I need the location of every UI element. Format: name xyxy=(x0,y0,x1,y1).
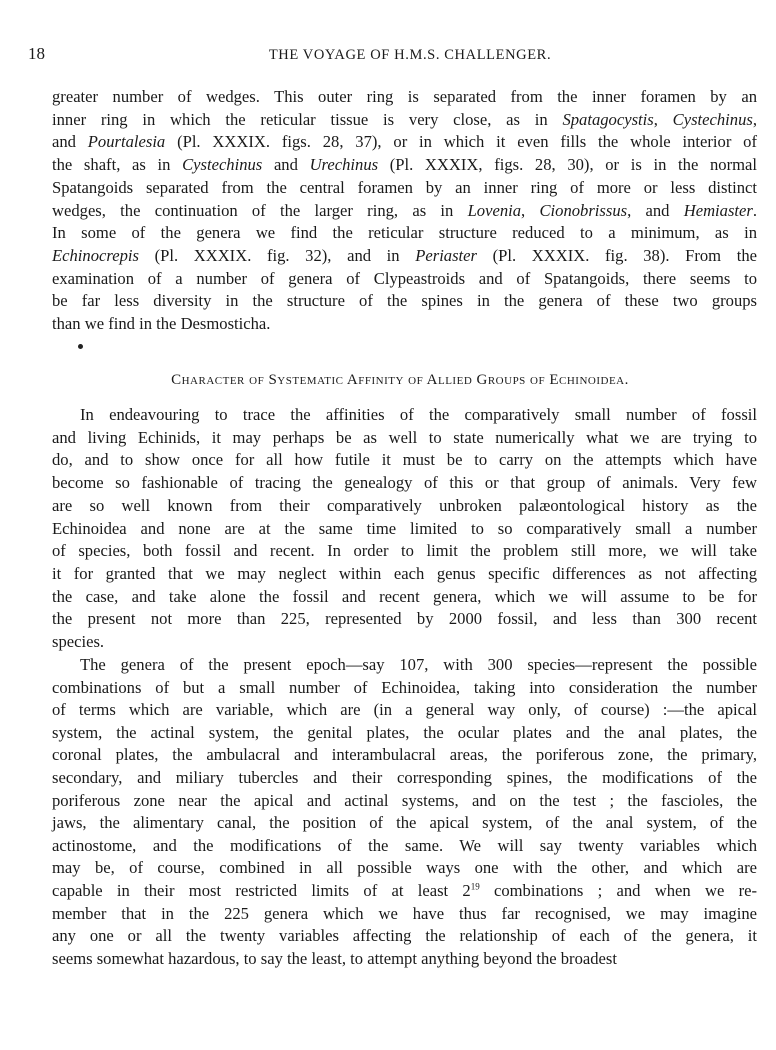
text-line xyxy=(52,291,757,311)
text-run: do, and to show once for all how futile it must be to carry on the attempts which have xyxy=(52,450,757,469)
text-run: are so well known from their comparatively unbroken palæontological history as the xyxy=(52,496,757,515)
text-run: wedges, the continuation of the larger ring, as in xyxy=(52,201,468,220)
italic-genus-name: Echinocrepis xyxy=(52,246,139,265)
text-line xyxy=(52,881,757,901)
text-run: inner ring in which the reticular tissue is very close, as in xyxy=(52,110,563,129)
text-line xyxy=(52,745,757,765)
text-line xyxy=(52,564,757,584)
text-line xyxy=(52,223,757,243)
text-run: member that in the 225 genera which we have thus far recognised, we may imagine xyxy=(52,904,757,923)
text-run: it for granted that we may neglect within each genus specific differences as not affecting xyxy=(52,564,757,583)
text-run: jaws, the alimentary canal, the position of the apical system, of the anal system, of the xyxy=(52,813,757,832)
text-run: become so fashionable of tracing the genealogy of this or that group of animals. Very few xyxy=(52,473,757,492)
text-line xyxy=(52,246,757,266)
text-run: be far less diversity in the structure of the spines in the genera of these two groups xyxy=(52,291,757,310)
text-line xyxy=(52,700,757,720)
text-run: seems somewhat hazardous, to say the least, to attempt anything beyond the broadest xyxy=(52,949,617,968)
text-run: coronal plates, the ambulacral and interambulacral areas, the poriferous zone, the primary, xyxy=(52,745,757,764)
text-line xyxy=(52,155,757,175)
text-run: , xyxy=(653,110,673,129)
text-run: poriferous zone near the apical and actinal systems, and on the test ; the fascioles, the xyxy=(52,791,757,810)
text-line xyxy=(52,496,757,516)
text-run: combinations ; and when we re- xyxy=(479,881,757,900)
text-line xyxy=(52,904,757,924)
text-run: the present not more than 225, represented by 2000 fossil, and less than 300 recent xyxy=(52,609,757,628)
text-run: The genera of the present epoch—say 107, with 300 species—represent the possible xyxy=(80,655,757,674)
text-line xyxy=(52,87,757,107)
italic-genus-name: Urechinus xyxy=(309,155,379,174)
text-run: of species, both fossil and recent. In order to limit the problem still more, we will take xyxy=(52,541,757,560)
text-line xyxy=(52,632,757,652)
text-line xyxy=(80,405,757,425)
text-line xyxy=(52,609,757,629)
text-line xyxy=(52,949,757,969)
text-line xyxy=(52,428,757,448)
text-line xyxy=(52,858,757,878)
italic-genus-name: Spatagocystis xyxy=(562,110,654,129)
text-run: . xyxy=(752,201,758,220)
stray-mark xyxy=(78,344,83,349)
text-run: species. xyxy=(52,632,105,651)
text-run: capable in their most restricted limits of at least 2 xyxy=(52,881,471,900)
text-line xyxy=(52,723,757,743)
text-run: (Pl. XXXIX. fig. 32), and in xyxy=(138,246,416,265)
text-line xyxy=(52,473,757,493)
text-run: system, the actinal system, the genital plates, the ocular plates and the anal plates, the xyxy=(52,723,757,742)
text-run: In some of the genera we find the reticular structure reduced to a minimum, as in xyxy=(52,223,757,242)
italic-genus-name: Lovenia xyxy=(467,201,522,220)
text-line xyxy=(52,791,757,811)
text-line xyxy=(52,587,757,607)
italic-genus-name: Cystechinus xyxy=(182,155,263,174)
text-run: examination of a number of genera of Clypeastroids and of Spatangoids, there seems to xyxy=(52,269,757,288)
text-run: the case, and take alone the fossil and recent genera, which we will assume to be for xyxy=(52,587,757,606)
text-line xyxy=(52,678,757,698)
text-line xyxy=(52,519,757,539)
text-run: secondary, and miliary tubercles and their corresponding spines, the modifications of the xyxy=(52,768,757,787)
text-run: and xyxy=(262,155,310,174)
text-line xyxy=(52,836,757,856)
text-run: and xyxy=(52,132,88,151)
text-line xyxy=(52,314,757,334)
text-run: may be, of course, combined in all possible ways one with the other, and which are xyxy=(52,858,757,877)
text-line xyxy=(52,768,757,788)
text-run: , xyxy=(521,201,540,220)
section-heading: Character of Systematic Affinity of Allied Groups of Echinoidea. xyxy=(171,372,629,388)
italic-genus-name: Cystechinus xyxy=(672,110,753,129)
text-run: greater number of wedges. This outer ring is separated from the inner foramen by an xyxy=(52,87,757,106)
text-line xyxy=(52,450,757,470)
text-run: In endeavouring to trace the affinities of the comparatively small number of fossil xyxy=(80,405,757,424)
italic-genus-name: Cionobrissus xyxy=(539,201,628,220)
text-run: combinations of but a small number of Echinoidea, taking into consideration the number xyxy=(52,678,757,697)
text-run: the shaft, as in xyxy=(52,155,183,174)
text-line xyxy=(52,201,757,221)
text-run: and living Echinids, it may perhaps be as well to state numerically what we are trying to xyxy=(52,428,757,447)
text-line xyxy=(52,110,757,130)
text-line xyxy=(52,132,757,152)
text-run: , and xyxy=(627,201,684,220)
running-title: THE VOYAGE OF H.M.S. CHALLENGER. xyxy=(268,47,552,63)
text-line xyxy=(52,541,757,561)
text-line xyxy=(52,269,757,289)
page-number: 18 xyxy=(28,44,45,63)
text-line xyxy=(80,655,757,675)
text-line xyxy=(52,178,757,198)
text-run: (Pl. XXXIX. figs. 28, 37), or in which it even fills the whole interior of xyxy=(165,132,758,151)
text-run: Spatangoids separated from the central foramen by an inner ring of more or less distinct xyxy=(52,178,757,197)
italic-genus-name: Pourtalesia xyxy=(87,132,166,151)
text-run: , xyxy=(752,110,758,129)
italic-genus-name: Periaster xyxy=(415,246,477,265)
text-run: of terms which are variable, which are (in a general way only, of course) :—the apical xyxy=(52,700,757,719)
text-run: (Pl. XXXIX. fig. 38). From the xyxy=(477,246,757,265)
text-run: any one or all the twenty variables affecting the relationship of each of the genera, it xyxy=(52,926,757,945)
italic-genus-name: Hemiaster xyxy=(683,201,753,220)
text-line xyxy=(52,813,757,833)
text-run: (Pl. XXXIX, figs. 28, 30), or is in the normal xyxy=(378,155,757,174)
text-run: actinostome, and the modifications of the same. We will say twenty variables which xyxy=(52,836,757,855)
text-run: Echinoidea and none are at the same time limited to so comparatively small a number xyxy=(52,519,757,538)
text-line xyxy=(52,926,757,946)
superscript: 19 xyxy=(470,881,480,892)
text-run: than we find in the Desmosticha. xyxy=(52,314,271,333)
